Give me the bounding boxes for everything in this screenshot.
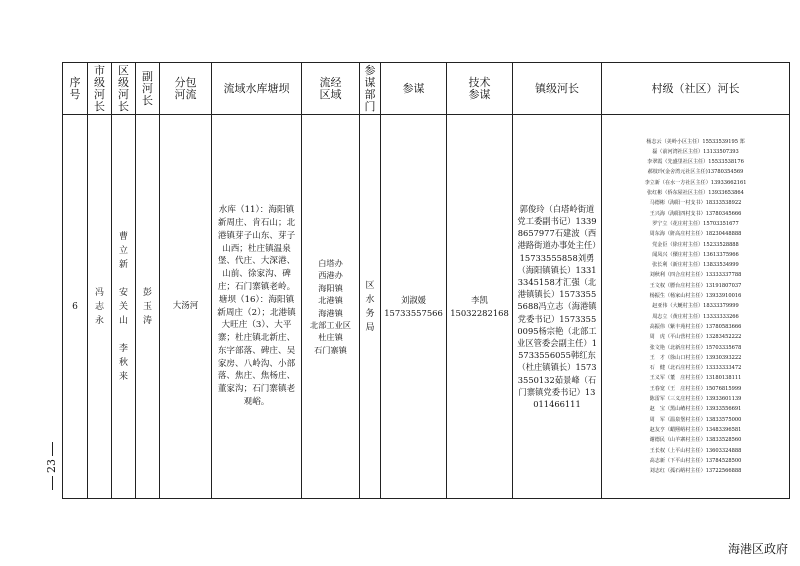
area-line: 西港办 <box>318 270 343 281</box>
village-chief-entry: 杨振生（杨家山村主任）13933910016 <box>649 293 742 300</box>
district-chief-3: 李秋来 <box>118 343 128 382</box>
area-line: 石门寨镇 <box>314 344 347 355</box>
cell-town-chiefs: 郭俊玲（白塔岭街道党工委副书记）13398657977石建波（西港路街道办事处主任）15733555858刘勇（海阳镇镇长）13313345158才汇强（北港镇镇长）15733555688冯立志（海港镇党委书记）15733550095杨宗艳（北部工业区管委会副主任）15733556055韩红东（杜庄镇镇长）15733550132茹景峰（石门寨镇党委书记）13011466111 <box>513 115 602 499</box>
area-line: 北部工业区 <box>310 319 351 330</box>
page-number: 23 <box>46 442 58 490</box>
area-line: 白塔办 <box>318 257 343 268</box>
cell-basin: 水库（11）：海阳镇新周庄、肯石山；北港镇芽子山东、芽子山西；杜庄镇温泉堡、代庄、大深港、山前、徐家沟、碑庄；石门寨镇老岭。塘坝（16）：海阳镇新周庄（2）；北港镇大旺庄（3）、大平寨；杜庄镇北新庄、东字部落、碑庄、吴家房、八岭沟、小部落、焦庄、焦杨庄、董家沟；石门寨镇老观峪。 <box>212 115 302 499</box>
village-chief-entry: 高振伟（紫丰苑村主任）13780583666 <box>649 323 742 330</box>
village-chief-entry: 刘秋利（四合庄村主任）13333337788 <box>649 272 742 279</box>
header-advisor: 参谋 <box>381 63 447 115</box>
cell-seq: 6 <box>63 115 88 499</box>
tech-advisor-phone: 15032282168 <box>450 307 509 318</box>
village-chief-entry: 张长利（新庄村主任）13833534999 <box>652 262 739 269</box>
village-chief-entry: 赵友亨（蜡熙峪村主任）13483396581 <box>649 426 742 433</box>
village-chief-entry: 王 才（徐山口村主任）13930393222 <box>649 354 742 361</box>
advisor-phone: 15733557566 <box>384 307 443 318</box>
village-chief-entry: 罗宁立（花庄村主任）15703351677 <box>652 220 739 227</box>
area-line: 杜庄镇 <box>318 332 343 343</box>
village-chief-entry: 周 虎（平山营村主任）13283452222 <box>649 334 742 341</box>
header-town-chief: 镇级河长 <box>513 63 602 115</box>
village-chief-entry: 闻凤兴（傈庄村主任）13613375966 <box>652 251 739 258</box>
village-chief-entry: 王兴海（海阳四村支书）13780345666 <box>649 210 742 217</box>
header-city-chief: 市级河长 <box>88 63 112 115</box>
area-line: 北港镇 <box>318 295 343 306</box>
village-chief-entry: 石 健（北石庄村主任）13333333472 <box>649 365 742 372</box>
header-area: 流经区域 <box>302 63 360 115</box>
header-seq: 序号 <box>63 63 88 115</box>
district-chief-1: 曹立新 <box>118 231 128 270</box>
village-chief-entry: 李翠霞（先盛里社区主任）15533538176 <box>647 159 744 166</box>
page-number-dash-top <box>52 442 53 456</box>
village-chief-entry: 郝枝玲(金舍湾元社区主任)13780354569 <box>647 169 744 176</box>
header-basin: 流域水库塘坝 <box>212 63 302 115</box>
village-chief-entry: 谢德民（山羊寨村主任）13833528560 <box>649 437 742 444</box>
village-chief-entry: 周志立（黄庄村主任）13333333266 <box>652 313 739 320</box>
header-village-chief: 村级（社区）河长 <box>602 63 790 115</box>
header-tech-advisor: 技术参谋 <box>447 63 513 115</box>
village-chief-entry: 高志新（下平山村主任）13784528500 <box>649 457 742 464</box>
village-chief-entry: 刘志红（孤石峪村主任）13722566888 <box>649 468 742 475</box>
village-chief-entry: 周 军（温泉堡村主任）13833575000 <box>649 416 742 423</box>
tech-advisor-name: 李凯 <box>471 295 488 306</box>
header-district-chief: 区级河长 <box>112 63 136 115</box>
village-chief-entry: 磊（前河湾社区主任）13133507393 <box>652 148 739 155</box>
village-chief-entry: 陈雷军（三义庄村主任）13933601139 <box>649 396 742 403</box>
village-chief-entry: 王义军（董 庄村主任）13180138111 <box>649 375 742 382</box>
cell-dept: 区水务局 <box>360 115 381 499</box>
page-number-dash-bottom <box>52 476 53 490</box>
header-dept: 参谋部门 <box>360 63 381 115</box>
village-chief-entry: 周东海（鼾高庄村主任）18230448888 <box>649 231 742 238</box>
header-row <box>63 63 790 115</box>
advisor-name: 刘淑媛 <box>400 295 427 306</box>
village-chief-entry: 赵 宝（黑山嵖村主任）13933556691 <box>649 406 742 413</box>
village-chief-entry: 王文权（膘台庄村主任）13191807037 <box>649 282 742 289</box>
village-chief-entry: 李立新（在水一方社区主任）13933662161 <box>644 179 747 186</box>
cell-village-chiefs <box>602 115 790 499</box>
cell-deputy-chief: 彭玉涛 <box>136 115 160 499</box>
header-deputy-chief: 副河长 <box>136 63 160 115</box>
village-chief-entry: 赵亚伟（大蜒村主任）18333379999 <box>652 303 739 310</box>
cell-sub-river: 大汤河 <box>160 115 212 499</box>
village-chief-entry: 张文艳（北新庄村主任）15703335678 <box>649 344 742 351</box>
village-chief-entry: 党金臣（徐庄村主任）15233528888 <box>652 241 739 248</box>
cell-city-chief: 冯志永 <box>88 115 112 499</box>
village-chief-entry: 杨志云（美岭小区主任）15533539195 郑 <box>646 138 745 145</box>
footer-logo: 海港区政府 <box>727 542 788 556</box>
district-chief-2: 安关山 <box>118 287 128 326</box>
table-row <box>63 115 790 499</box>
village-chief-entry: 王春宽（王 庄村主任）15076815999 <box>649 385 742 392</box>
village-chief-list <box>602 137 789 477</box>
cell-advisor <box>381 115 447 499</box>
cell-district-chiefs <box>112 115 136 499</box>
area-line: 海阳镇 <box>318 282 343 293</box>
village-chief-entry: 张红彬（侨东屋社区主任）13933653864 <box>647 190 744 197</box>
area-line: 海港镇 <box>318 307 343 318</box>
header-sub-river: 分包河流 <box>160 63 212 115</box>
river-chief-table <box>62 62 790 499</box>
village-chief-entry: 马德彬（海阳一村支书）18333538922 <box>649 200 742 207</box>
cell-area <box>302 115 360 499</box>
cell-tech-advisor <box>447 115 513 499</box>
village-chief-entry: 王长权（上平山村主任）13603324888 <box>649 447 742 454</box>
